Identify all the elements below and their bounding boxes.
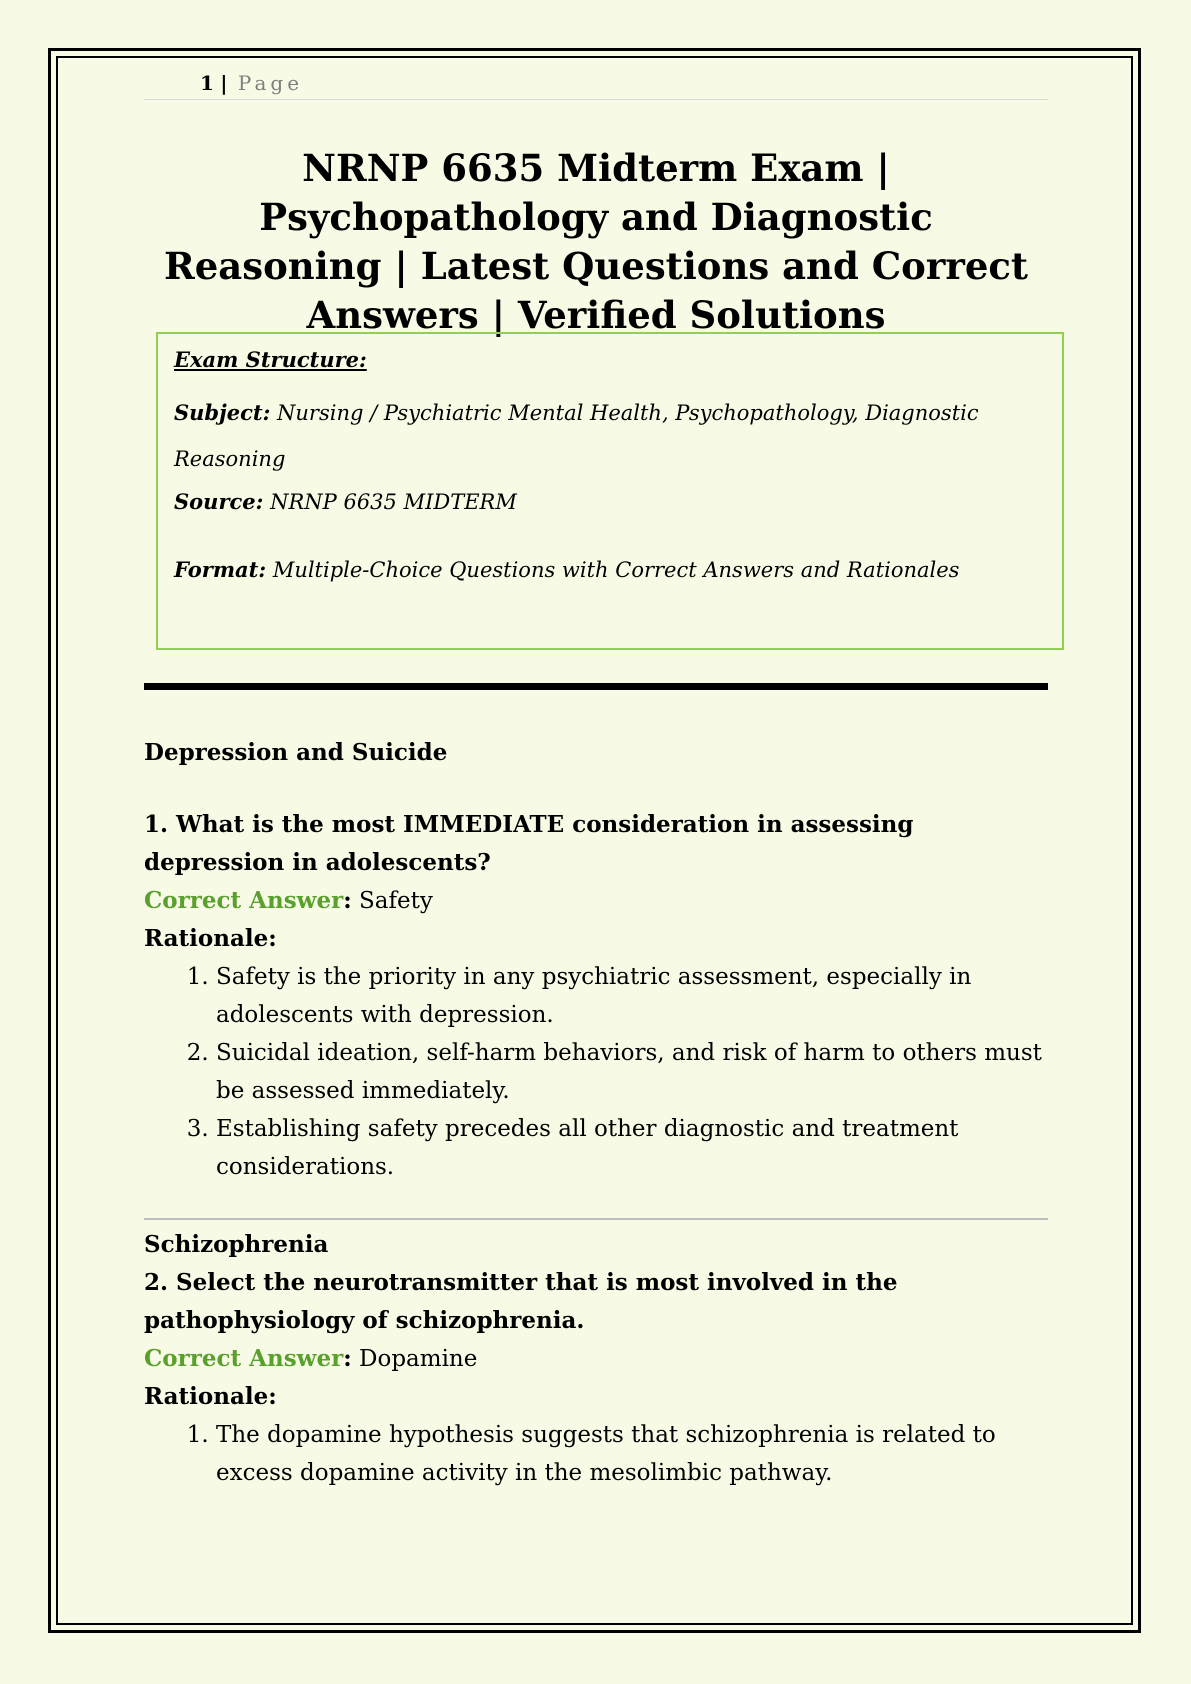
section-heading: Depression and Suicide (144, 739, 448, 766)
section-heading: Schizophrenia (144, 1231, 329, 1258)
exam-structure-box (156, 332, 1064, 650)
document-title: NRNP 6635 Midterm Exam | Psychopathology and Diagnostic Reasoning | Latest Questions and Correct Answers | Verified Solutions (164, 146, 1028, 337)
rationale-list (144, 958, 1048, 1186)
rationale-label: Rationale: (144, 925, 277, 952)
section-depression (144, 734, 1048, 1186)
section-divider-thick (144, 683, 1048, 690)
source-label: Source: (174, 489, 264, 514)
correct-answer: Correct Answer: Safety (144, 887, 433, 914)
exam-structure-heading: Exam Structure: (174, 347, 367, 372)
rationale-list (144, 1416, 1048, 1492)
correct-answer-label: Correct Answer (144, 1345, 344, 1372)
page-separator: | (220, 71, 228, 95)
question-text: 1. What is the most IMMEDIATE consideration in assessing depression in adolescents? (144, 811, 914, 876)
subject-row (174, 390, 1046, 482)
rationale-label: Rationale: (144, 1383, 277, 1410)
rationale-item: 2. Suicidal ideation, self-harm behaviors, and risk of harm to others must be assessed immediately. (216, 1034, 1048, 1110)
rationale-item: 1. The dopamine hypothesis suggests that schizophrenia is related to excess dopamine activity in the mesolimbic pathway. (216, 1416, 1048, 1492)
format-value: Multiple-Choice Questions with Correct Answers and Rationales (272, 558, 960, 582)
format-row (174, 556, 1046, 584)
rationale-item: 1. Safety is the priority in any psychiatric assessment, especially in adolescents with depression. (216, 958, 1048, 1034)
correct-answer-value: Safety (359, 888, 433, 914)
page-header (144, 66, 1048, 100)
question-text: 2. Select the neurotransmitter that is most involved in the pathophysiology of schizophrenia. (144, 1269, 898, 1334)
correct-answer-label: Correct Answer (144, 887, 344, 914)
page-number: 1 (200, 71, 214, 95)
source-row (174, 488, 1046, 516)
section-divider-thin (144, 1218, 1048, 1220)
section-schizophrenia (144, 1226, 1048, 1492)
subject-label: Subject: (174, 400, 271, 425)
source-value: NRNP 6635 MIDTERM (270, 490, 517, 514)
correct-answer-value: Dopamine (359, 1346, 478, 1372)
correct-answer: Correct Answer: Dopamine (144, 1345, 478, 1372)
page-word: Page (237, 71, 304, 95)
rationale-item: 3. Establishing safety precedes all other diagnostic and treatment considerations. (216, 1110, 1048, 1186)
format-label: Format: (174, 557, 267, 582)
document-content (144, 66, 1048, 1486)
subject-value: Nursing / Psychiatric Mental Health, Psychopathology, Diagnostic Reasoning (174, 401, 979, 471)
